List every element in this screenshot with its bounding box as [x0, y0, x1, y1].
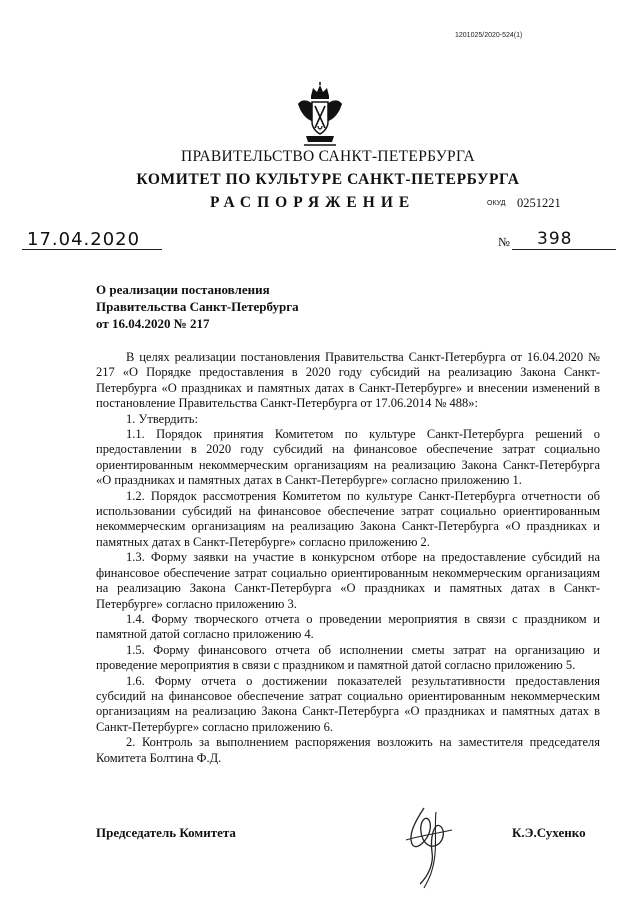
signatory-title: Председатель Комитета [96, 825, 236, 840]
subject-line: от 16.04.2020 № 217 [96, 316, 210, 331]
committee-title: КОМИТЕТ ПО КУЛЬТУРЕ САНКТ-ПЕТЕРБУРГА [136, 171, 520, 188]
signatory-name: К.Э.Сухенко [512, 825, 586, 840]
document-body [96, 350, 600, 766]
clause-paragraph: 2. Контроль за выполнением распоряжения возложить на заместителя председателя Комитета Болтина Ф.Д. [96, 735, 600, 765]
subject-line: Правительства Санкт-Петербурга [96, 299, 299, 314]
government-title: ПРАВИТЕЛЬСТВО САНКТ-ПЕТЕРБУРГА [180, 148, 476, 165]
number-underline [512, 249, 616, 250]
clause-paragraph: 1.6. Форму отчета о достижении показателей результативности предоставления субсидий на финансовое обеспечение затрат социально ориентированным некоммерческим организациям на реализацию Закона Санкт-Петербурга «О праздниках и памятных датах в Санкт-Петербурге» согласно приложению 6. [96, 673, 600, 734]
subject-block [96, 281, 299, 332]
okud-code: 0251221 [517, 196, 561, 210]
okud-label: ОКУД [487, 200, 506, 207]
document-number: 398 [537, 229, 573, 249]
clause-paragraph: 1.3. Форму заявки на участие в конкурсном отборе на предоставление субсидий на финансовое обеспечение затрат социально ориентированным некоммерческим организациям на реализацию Закона Санкт-Петербурга «О праздниках и памятных датах в Санкт-Петербурге» согласно приложению 3. [96, 550, 600, 611]
subject-line: О реализации постановления [96, 282, 270, 297]
clause-paragraph: 1. Утвердить: [126, 411, 198, 426]
document-date: 17.04.2020 [27, 229, 141, 250]
handwritten-signature [394, 800, 466, 890]
clause-paragraph: 1.4. Форму творческого отчета о проведении мероприятия в связи с праздником и памятной датой согласно приложению 4. [96, 611, 600, 642]
clause-paragraph: 1.1. Порядок принятия Комитетом по культуре Санкт-Петербурга решений о предоставлении в 2020 году субсидий на финансовое обеспечение затрат социально ориентированным некоммерческим организациям на реализацию Закона Санкт-Петербурга «О праздниках и памятных датах в Санкт-Петербурге» согласно приложению 1. [96, 427, 600, 488]
coat-of-arms-emblem [294, 82, 346, 148]
clause-paragraph: 1.5. Форму финансового отчета об исполнении сметы затрат на организацию и проведение мероприятия в связи с праздником и памятной датой согласно приложению 5. [96, 642, 600, 673]
number-label: № [498, 235, 510, 249]
document-type: РАСПОРЯЖЕНИЕ [210, 194, 416, 211]
preamble-paragraph: В целях реализации постановления Правительства Санкт-Петербурга от 16.04.2020 № 217 «О Порядке предоставления в 2020 году субсидий на реализацию Закона Санкт-Петербурга «О праздниках и памятных датах в Санкт-Петербурге» и внесении изменений в постановление Правительства Санкт-Петербурга от 17.06.2014 № 488»: [96, 350, 600, 411]
clause-paragraph: 1.2. Порядок рассмотрения Комитетом по культуре Санкт-Петербурга отчетности об использовании субсидий на финансовое обеспечение затрат социально ориентированным некоммерческим организациям на реализацию Закона Санкт-Петербурга «О праздниках и памятных датах в Санкт-Петербурге» согласно приложению 2. [96, 488, 600, 549]
registration-code: 1201025/2020-524(1) [455, 32, 523, 39]
date-underline [22, 249, 162, 250]
